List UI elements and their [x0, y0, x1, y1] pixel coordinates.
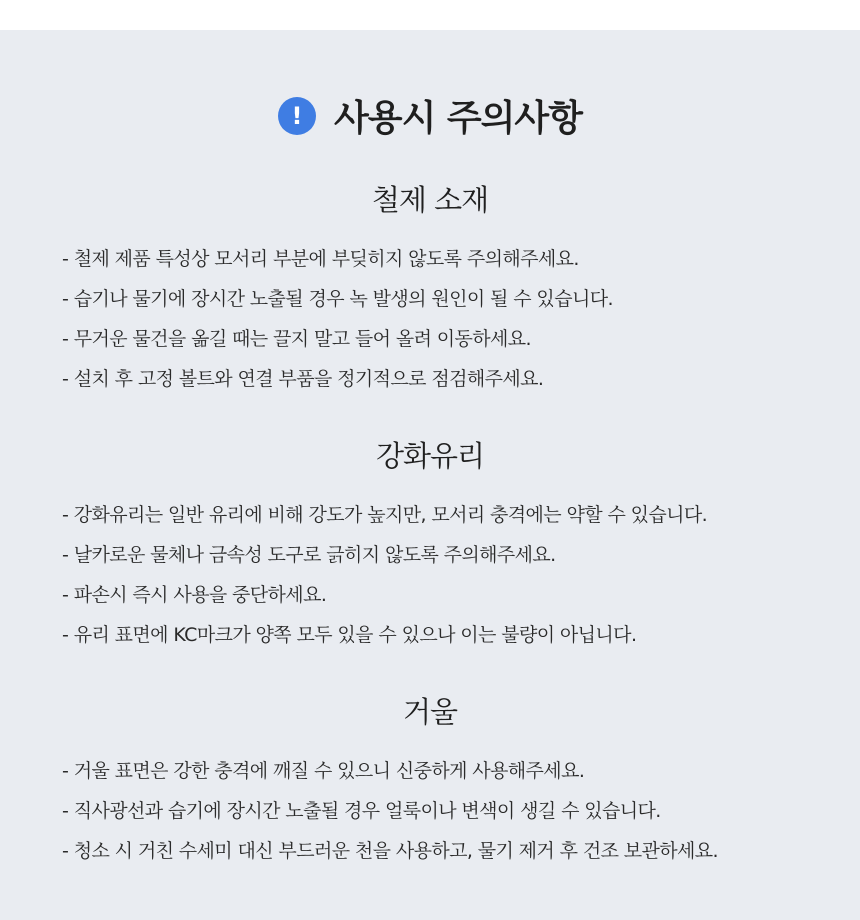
- section-tempered-glass: [0, 434, 860, 655]
- exclamation-icon: [278, 97, 316, 135]
- list-item: - 거울 표면은 강한 충격에 깨질 수 있으니 신중하게 사용해주세요.: [62, 760, 585, 782]
- notice-panel: [0, 30, 860, 920]
- list-item: - 유리 표면에 KC마크가 양쪽 모두 있을 수 있으나 이는 불량이 아닙니다.: [62, 624, 637, 646]
- list-item: - 습기나 물기에 장시간 노출될 경우 녹 발생의 원인이 될 수 있습니다.: [62, 288, 613, 310]
- section-steel: [0, 178, 860, 399]
- list-item: - 철제 제품 특성상 모서리 부분에 부딪히지 않도록 주의해주세요.: [62, 248, 579, 270]
- section-heading: 강화유리: [375, 439, 485, 473]
- list-item: - 무거운 물건을 옮길 때는 끌지 말고 들어 올려 이동하세요.: [62, 328, 531, 350]
- list-item: - 강화유리는 일반 유리에 비해 강도가 높지만, 모서리 충격에는 약할 수 있습니다.: [62, 504, 708, 526]
- title-row: [0, 90, 860, 141]
- caution-list: [0, 495, 860, 655]
- caution-list: [0, 239, 860, 399]
- list-item: - 날카로운 물체나 금속성 도구로 긁히지 않도록 주의해주세요.: [62, 544, 556, 566]
- section-heading: 거울: [402, 695, 458, 729]
- list-item: - 설치 후 고정 볼트와 연결 부품을 정기적으로 점검해주세요.: [62, 368, 544, 390]
- exclamation-glyph: !: [291, 101, 303, 130]
- caution-list: [0, 751, 860, 871]
- section-mirror: [0, 690, 860, 871]
- list-item: - 파손시 즉시 사용을 중단하세요.: [62, 584, 327, 606]
- section-heading: 철제 소재: [371, 183, 489, 217]
- list-item: - 청소 시 거친 수세미 대신 부드러운 천을 사용하고, 물기 제거 후 건조 보관하세요.: [62, 840, 718, 862]
- list-item: - 직사광선과 습기에 장시간 노출될 경우 얼룩이나 변색이 생길 수 있습니다.: [62, 800, 661, 822]
- page-title: 사용시 주의사항: [334, 98, 582, 139]
